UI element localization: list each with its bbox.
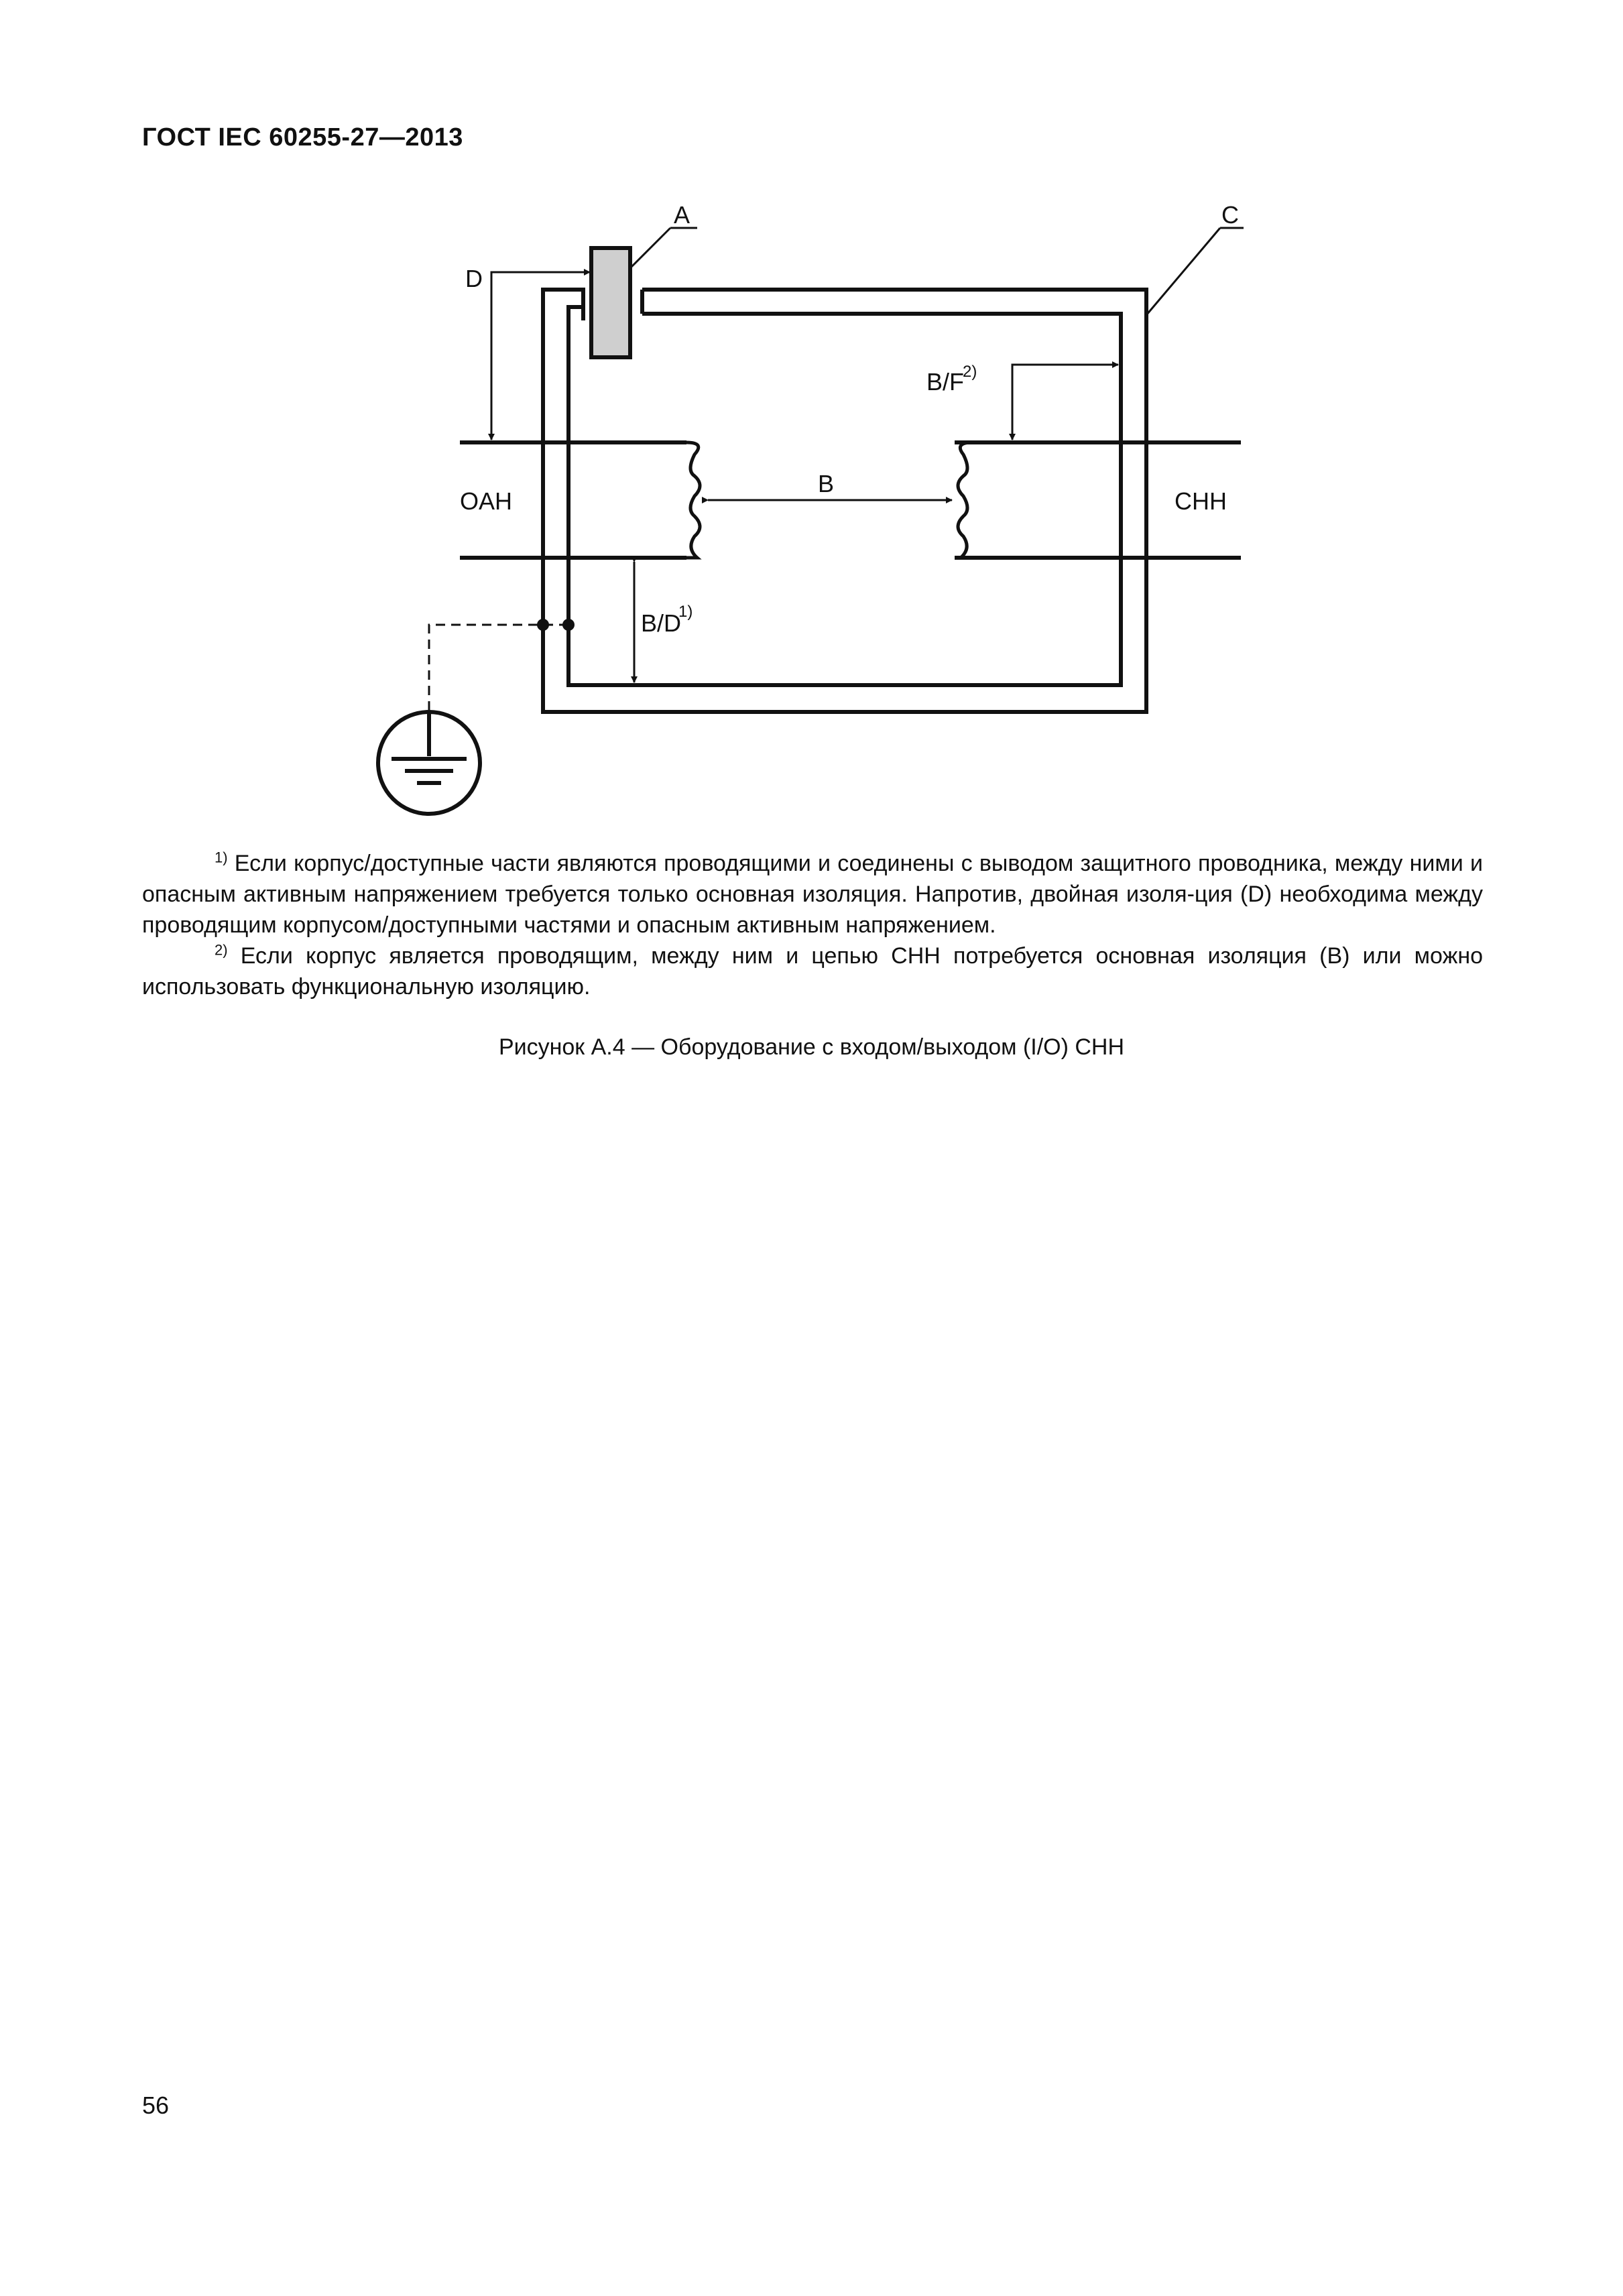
footnote-1 bbox=[142, 848, 1483, 941]
leader-a bbox=[630, 228, 670, 268]
label-bf: B/F bbox=[926, 368, 965, 396]
primary-winding bbox=[686, 442, 700, 558]
diagram-canvas bbox=[0, 0, 1623, 845]
label-oah: OAH bbox=[460, 487, 513, 515]
earth-dashed-line bbox=[429, 625, 568, 712]
label-bd-note: 1) bbox=[678, 603, 693, 621]
figure-notes bbox=[142, 848, 1483, 1002]
leader-c bbox=[1146, 228, 1220, 315]
insulation-diagram bbox=[0, 0, 1623, 845]
d-dimension-line bbox=[491, 272, 590, 440]
figure-caption: Рисунок А.4 — Оборудование с входом/выходом (I/O) CHH bbox=[498, 1034, 1125, 1060]
footnote-2 bbox=[142, 941, 1483, 1002]
secondary-winding bbox=[958, 442, 973, 558]
footnote-1-text: Если корпус/доступные части являются проводящими и соединены с выводом защитного проводника, между ними и опасным активным напряжением требуется только основная изоляция. Напротив, двойная изоля-ция (D) необходима между проводящим корпусом/доступными частями и опасным активным напряжением. bbox=[142, 851, 1483, 938]
label-chh: CHH bbox=[1175, 487, 1227, 515]
label-d: D bbox=[465, 265, 483, 292]
label-bf-note: 2) bbox=[963, 363, 977, 381]
bf-dimension-line bbox=[1012, 365, 1118, 440]
document-header: ГОСТ IEC 60255-27—2013 bbox=[142, 123, 463, 152]
label-bd: B/D bbox=[641, 609, 682, 637]
footnote-2-text: Если корпус является проводящим, между ним и цепью CHH потребуется основная изоляция (B) или можно использовать функциональную изоляцию. bbox=[142, 943, 1483, 1000]
accessible-part-block bbox=[591, 248, 630, 357]
label-a: A bbox=[674, 201, 690, 229]
label-b: B bbox=[818, 470, 835, 497]
page-number: 56 bbox=[142, 2092, 170, 2119]
footnote-2-marker: 2) bbox=[215, 941, 228, 959]
footnote-1-marker: 1) bbox=[215, 849, 228, 866]
label-c: C bbox=[1221, 201, 1239, 229]
